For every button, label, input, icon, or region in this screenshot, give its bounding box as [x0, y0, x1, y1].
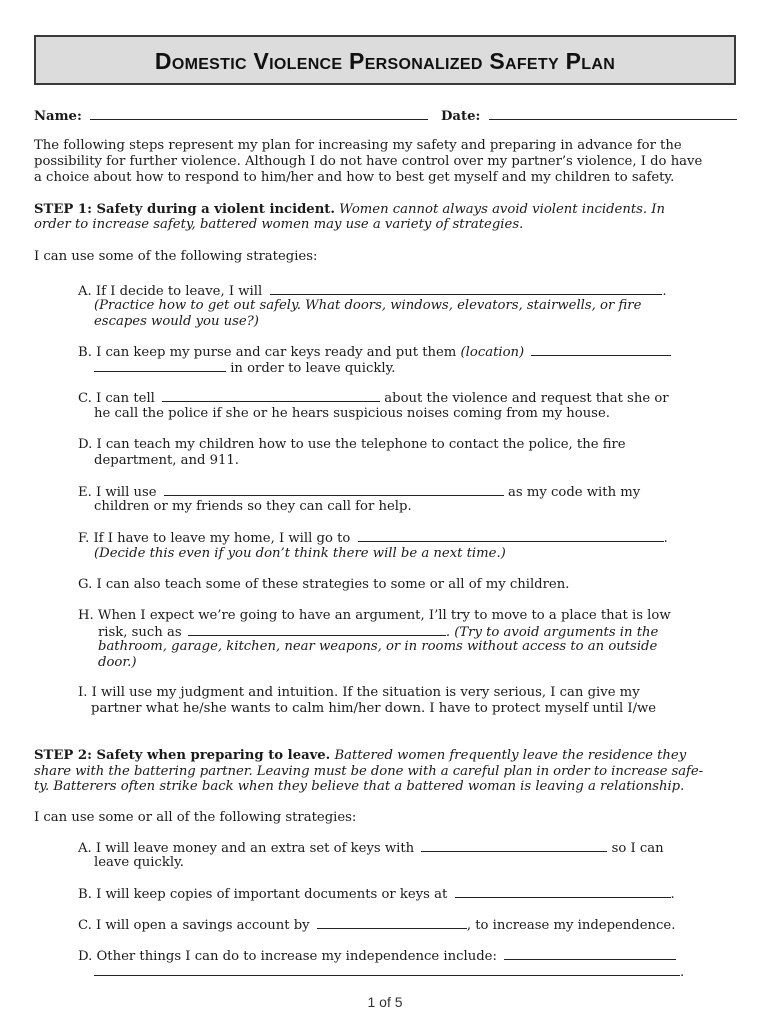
step2-heading: STEP 2: Safety when preparing to leave. [34, 748, 331, 763]
step1-h-field[interactable] [188, 624, 446, 636]
step1-item-g: G. I can also teach some of these strategies to some or all of my children. [78, 577, 570, 592]
step1-desc-2: order to increase safety, battered women may use a variety of strategies. [34, 217, 524, 232]
step2-item-a-text-2: so I can [611, 841, 664, 856]
step1-item-f-text: F. If I have to leave my home, I will go to [78, 531, 351, 546]
step1-c-field[interactable] [162, 390, 380, 402]
step1-item-e-text-2: as my code with my [508, 485, 641, 500]
step2-heading-row [34, 748, 686, 764]
step1-item-f [78, 530, 668, 547]
step1-item-e-line-2: children or my friends so they can call for help. [94, 499, 412, 514]
step2-desc-1: Battered women frequently leave the residence they [334, 748, 687, 763]
step1-item-i-line-2: partner what he/she wants to calm him/her down. I have to protect myself until I/we [91, 701, 657, 716]
step1-heading-row [34, 202, 665, 218]
name-label: Name: [34, 109, 82, 124]
step2-item-b [78, 886, 675, 903]
period: . [680, 965, 685, 980]
step2-item-c [78, 917, 675, 934]
step2-lead: I can use some or all of the following strategies: [34, 810, 357, 825]
step1-e-field[interactable] [164, 484, 504, 496]
step2-desc-2: share with the battering partner. Leaving must be done with a careful plan in order to increase safe- [34, 764, 704, 779]
step1-desc-1: Women cannot always avoid violent incidents. In [339, 202, 665, 217]
page-number: 1 of 5 [367, 994, 403, 1010]
step1-item-c-text-2: about the violence and request that she or [384, 391, 669, 406]
period: . [663, 531, 668, 546]
step1-item-e-text: E. I will use [78, 485, 157, 500]
step2-item-a-line-2: leave quickly. [94, 855, 184, 870]
intro-line-3: a choice about how to respond to him/her and how to best get myself and my children to safety. [34, 170, 675, 185]
step2-item-b-text: B. I will keep copies of important documents or keys at [78, 887, 448, 902]
step1-lead: I can use some of the following strategies: [34, 249, 318, 264]
step2-a-field[interactable] [421, 840, 607, 852]
period: . [670, 887, 675, 902]
step1-item-h-text-2: risk, such as [98, 625, 182, 640]
step2-d-field[interactable] [504, 948, 676, 960]
step1-item-h-line-4: door.) [98, 655, 137, 670]
step1-item-a-note-2: escapes would you use?) [94, 314, 259, 329]
step1-item-b-line-2 [94, 360, 396, 377]
step2-desc-3: ty. Batterers often strike back when they believe that a battered woman is leaving a relationship. [34, 779, 685, 794]
step1-item-b-text: B. I can keep my purse and car keys ready and put them [78, 345, 457, 360]
step1-item-c [78, 390, 669, 407]
step2-item-d-text: D. Other things I can do to increase my independence include: [78, 949, 497, 964]
name-field[interactable] [90, 108, 428, 120]
page-title: Domestic Violence Personalized Safety Plan [154, 47, 616, 74]
step1-a-field[interactable] [270, 283, 662, 295]
step1-item-b-text-2: in order to leave quickly. [230, 361, 396, 376]
intro-line-2: possibility for further violence. Although I do not have control over my partner’s violence, I do have [34, 154, 703, 169]
step1-heading: STEP 1: Safety during a violent incident. [34, 202, 335, 217]
step2-item-d [78, 948, 676, 965]
step1-b-field[interactable] [531, 344, 671, 356]
step1-item-a-text: A. If I decide to leave, I will [78, 284, 263, 299]
date-field[interactable] [489, 108, 737, 120]
step2-b-field[interactable] [455, 886, 671, 898]
step2-d-field-2[interactable] [94, 964, 680, 976]
step1-b-field-2[interactable] [94, 360, 226, 372]
step1-item-f-note: (Decide this even if you don’t think there will be a next time.) [94, 546, 506, 561]
date-label: Date: [441, 109, 481, 124]
step1-f-field[interactable] [358, 530, 664, 542]
step1-item-h-line-3: bathroom, garage, kitchen, near weapons, or in rooms without access to an outside [98, 639, 658, 654]
step1-item-d-line-2: department, and 911. [94, 453, 239, 468]
step1-item-b [78, 344, 671, 361]
step2-item-c-text: C. I will open a savings account by [78, 918, 310, 933]
step2-item-c-text-2: , to increase my independence. [466, 918, 676, 933]
step1-item-b-location: (location) [460, 345, 525, 360]
step2-c-field[interactable] [317, 917, 467, 929]
step1-item-h: H. When I expect we’re going to have an argument, I’ll try to move to a place that is low [78, 608, 671, 623]
step1-item-d: D. I can teach my children how to use the telephone to contact the police, the fire [78, 437, 626, 452]
step1-item-c-line-2: he call the police if she or he hears suspicious noises coming from my house. [94, 406, 610, 421]
title-banner [34, 35, 736, 85]
intro-line-1: The following steps represent my plan for increasing my safety and preparing in advance for the [34, 138, 682, 153]
step1-item-i: I. I will use my judgment and intuition. If the situation is very serious, I can give my [78, 685, 640, 700]
step2-item-a-text: A. I will leave money and an extra set of keys with [78, 841, 415, 856]
step1-item-c-text: C. I can tell [78, 391, 155, 406]
step1-item-a-note-1: (Practice how to get out safely. What doors, windows, elevators, stairwells, or fire [94, 298, 642, 313]
name-date-row [34, 108, 737, 125]
period: . [662, 284, 667, 299]
step1-item-h-note: . (Try to avoid arguments in the [445, 625, 659, 640]
step2-item-d-line-2 [94, 964, 684, 981]
